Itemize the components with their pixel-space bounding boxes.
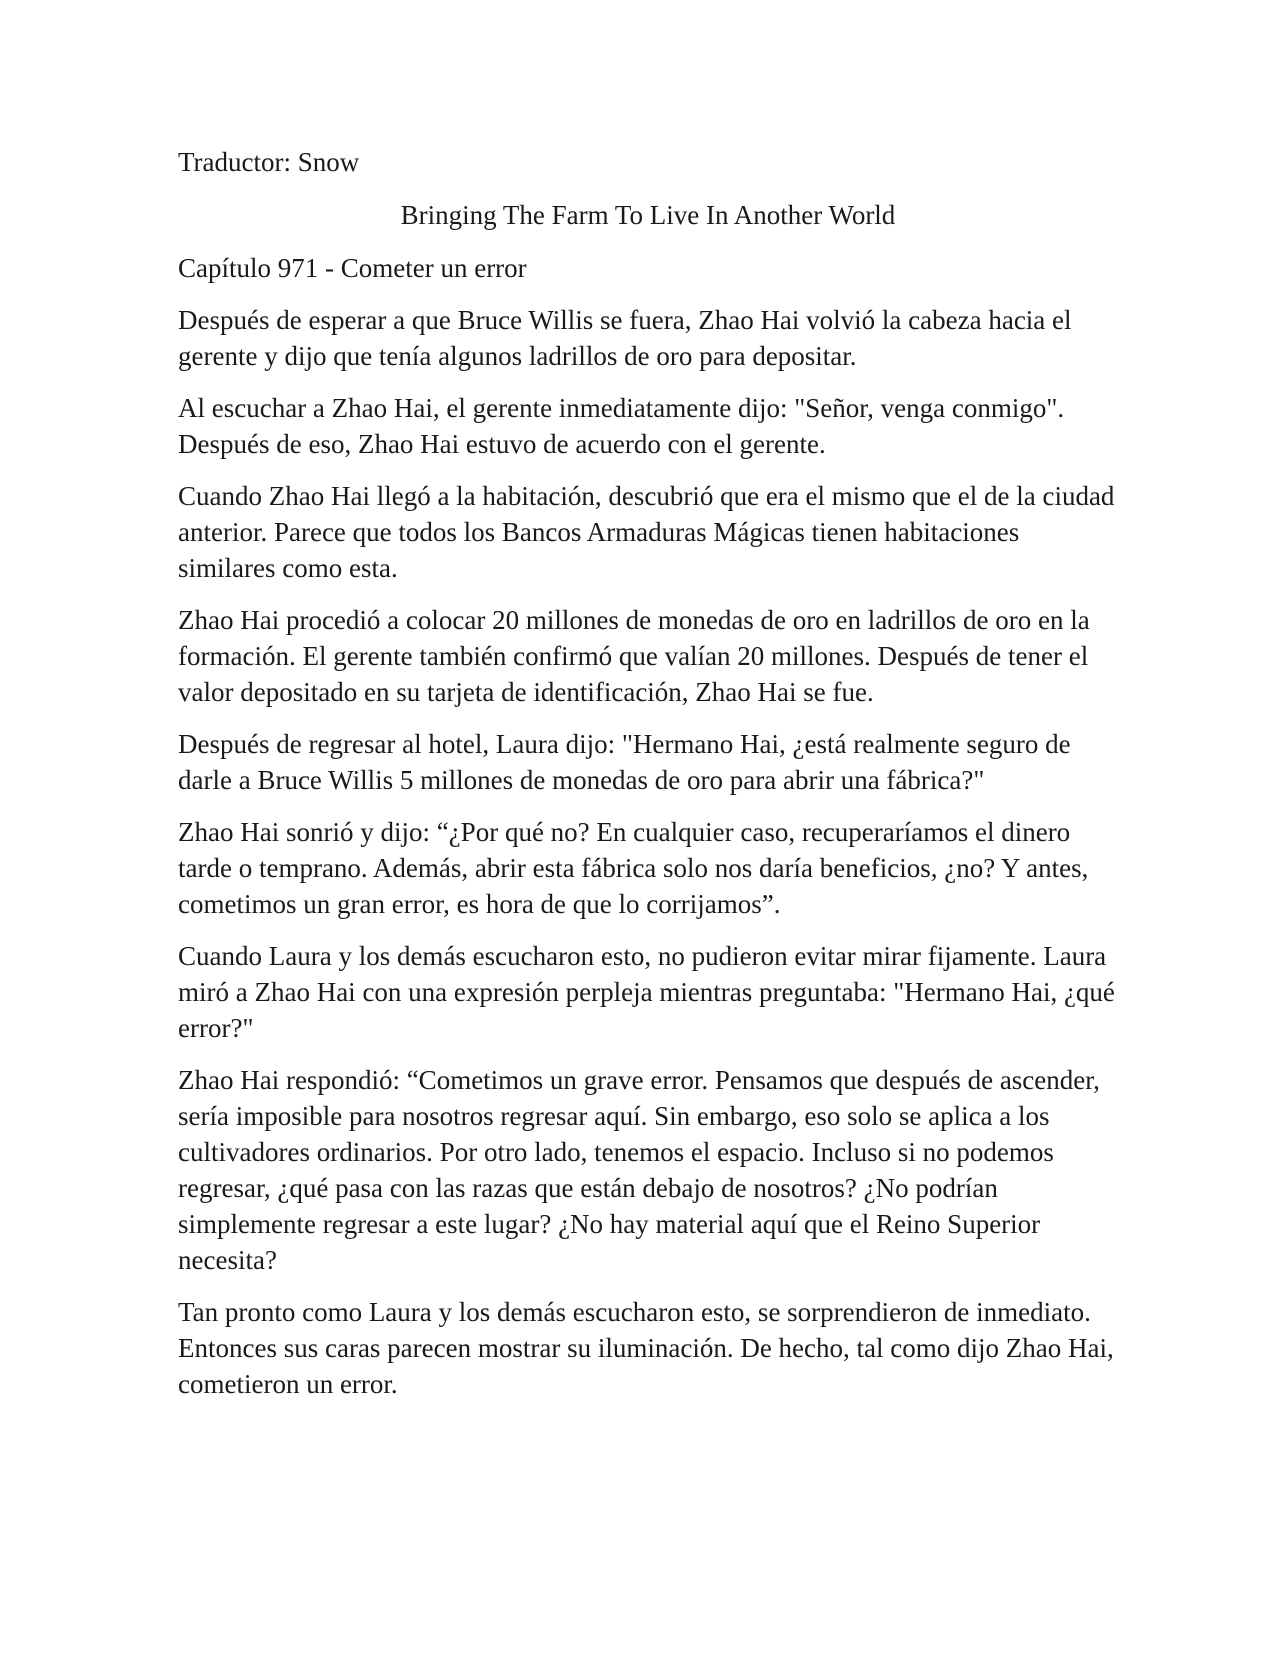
paragraph-6: Zhao Hai sonrió y dijo: “¿Por qué no? En cualquier caso, recuperaríamos el dinero tarde o temprano. Además, abrir esta fábrica solo nos daría beneficios, ¿no? Y antes, cometimos un gran error, es hora de que lo corrijamos”. xyxy=(178,817,1089,919)
paragraph-3: Cuando Zhao Hai llegó a la habitación, descubrió que era el mismo que el de la ciudad anterior. Parece que todos los Bancos Armaduras Mágicas tienen habitaciones similares como esta. xyxy=(178,481,1115,583)
paragraph-1: Después de esperar a que Bruce Willis se fuera, Zhao Hai volvió la cabeza hacia el gerente y dijo que tenía algunos ladrillos de oro para depositar. xyxy=(178,305,1072,371)
book-title: Bringing The Farm To Live In Another World xyxy=(400,200,896,230)
document-page xyxy=(178,144,1118,1418)
translator-credit: Traductor: Snow xyxy=(178,147,360,177)
paragraph-8: Zhao Hai respondió: “Cometimos un grave error. Pensamos que después de ascender, sería imposible para nosotros regresar aquí. Sin embargo, eso solo se aplica a los cultivadores ordinarios. Por otro lado, tenemos el espacio. Incluso si no podemos regresar, ¿qué pasa con las razas que están debajo de nosotros? ¿No podrían simplemente regresar a este lugar? ¿No hay material aquí que el Reino Superior necesita? xyxy=(178,1065,1100,1275)
paragraph-2: Al escuchar a Zhao Hai, el gerente inmediatamente dijo: "Señor, venga conmigo". Después de eso, Zhao Hai estuvo de acuerdo con el gerente. xyxy=(178,393,1065,459)
paragraph-9: Tan pronto como Laura y los demás escucharon esto, se sorprendieron de inmediato. Entonces sus caras parecen mostrar su iluminación. De hecho, tal como dijo Zhao Hai, cometieron un error. xyxy=(178,1297,1114,1399)
paragraph-5: Después de regresar al hotel, Laura dijo: "Hermano Hai, ¿está realmente seguro de darle a Bruce Willis 5 millones de monedas de oro para abrir una fábrica?" xyxy=(178,729,1071,795)
chapter-heading: Capítulo 971 - Cometer un error xyxy=(178,253,527,283)
paragraph-7: Cuando Laura y los demás escucharon esto, no pudieron evitar mirar fijamente. Laura miró a Zhao Hai con una expresión perpleja mientras preguntaba: "Hermano Hai, ¿qué error?" xyxy=(178,941,1115,1043)
paragraph-4: Zhao Hai procedió a colocar 20 millones de monedas de oro en ladrillos de oro en la formación. El gerente también confirmó que valían 20 millones. Después de tener el valor depositado en su tarjeta de identificación, Zhao Hai se fue. xyxy=(178,605,1090,707)
